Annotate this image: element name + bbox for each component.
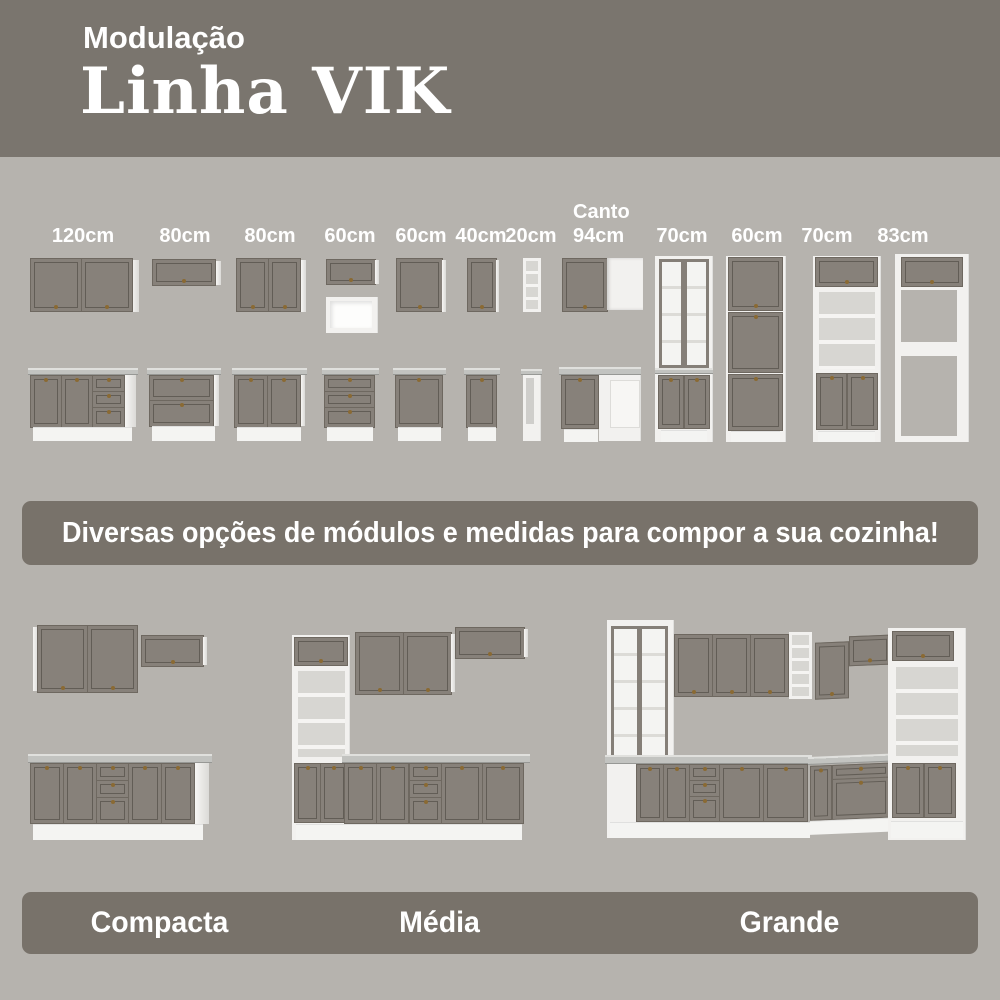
countertop	[464, 368, 500, 375]
wall-door	[268, 258, 301, 312]
open-niche	[326, 297, 378, 333]
banner	[22, 501, 978, 565]
glass-door	[659, 259, 684, 368]
plinth	[661, 430, 707, 442]
glass-door	[639, 626, 668, 758]
wall-door	[30, 258, 82, 312]
drawer	[324, 391, 375, 408]
module-label-20: 20cm	[505, 225, 557, 247]
base-door	[924, 763, 956, 818]
plinth	[33, 427, 132, 441]
base-door	[344, 763, 377, 824]
cabinet-side	[195, 763, 209, 824]
module-label-canto-prefix: Canto	[573, 201, 630, 223]
cabinet-side	[524, 629, 528, 657]
base-door	[30, 763, 64, 824]
cabinet-side	[301, 260, 306, 312]
plinth	[327, 427, 373, 441]
cabinet-side	[301, 375, 305, 426]
glass-door	[684, 259, 709, 368]
base-door	[441, 763, 483, 824]
countertop	[559, 367, 641, 375]
wall-door	[87, 625, 138, 693]
plinth	[610, 822, 810, 838]
base-door	[892, 763, 924, 818]
corner-wall-panel	[607, 258, 643, 310]
wall-door	[815, 641, 849, 699]
base-door	[376, 763, 409, 824]
plinth	[33, 824, 203, 840]
plinth	[891, 821, 963, 838]
base-door	[234, 375, 268, 428]
flip-door	[152, 259, 216, 286]
countertop	[322, 368, 379, 375]
base-door	[763, 764, 808, 822]
niche-interior	[330, 301, 372, 328]
plinth	[810, 817, 892, 834]
base-door	[684, 375, 710, 429]
drawer	[324, 407, 375, 428]
module-label-60b: 60cm	[395, 225, 447, 247]
drawer	[689, 780, 720, 797]
flip-door	[892, 631, 954, 661]
module-label-120: 120cm	[51, 225, 115, 247]
plinth	[818, 431, 875, 442]
base-interior	[526, 378, 534, 424]
countertop	[393, 368, 446, 375]
drawer	[96, 763, 129, 781]
countertop	[28, 754, 212, 763]
base-door	[847, 373, 878, 430]
plinth	[468, 427, 496, 441]
wall-door	[81, 258, 133, 312]
countertop	[605, 755, 812, 764]
countertop	[342, 754, 530, 763]
tower-opening	[901, 290, 957, 436]
base-door	[267, 375, 301, 428]
open-base	[523, 375, 541, 441]
page-title: Linha VIK	[80, 54, 451, 129]
base-door	[466, 375, 497, 428]
wall-door	[750, 634, 789, 697]
bottom-bar	[22, 892, 978, 954]
cabinet-side	[214, 375, 219, 426]
base-door	[30, 375, 62, 428]
flip-door	[326, 259, 376, 285]
countertop	[232, 368, 307, 375]
drawer	[96, 797, 129, 824]
open-shelves	[816, 289, 878, 372]
drawer	[92, 391, 125, 408]
module-label-70b: 70cm	[801, 225, 853, 247]
cabinet-side	[375, 260, 379, 284]
base-door	[719, 764, 764, 822]
drawer	[689, 796, 720, 822]
module-label-80b: 80cm	[244, 225, 296, 247]
flip-door	[815, 257, 878, 287]
glass-door	[611, 626, 640, 758]
base-door	[658, 375, 684, 429]
base-door	[294, 763, 321, 823]
plinth	[237, 427, 301, 441]
drawer	[92, 375, 125, 392]
kitchen-name-grande: Grande	[740, 906, 840, 939]
base-door	[816, 373, 847, 430]
countertop	[28, 368, 138, 375]
pantry-door-top	[728, 257, 783, 311]
base-door	[663, 764, 690, 822]
flip-door	[294, 637, 348, 666]
wall-door	[467, 258, 497, 312]
flip-door	[455, 627, 525, 659]
cabinet-side	[216, 261, 221, 285]
drawer	[409, 780, 442, 798]
flip-door	[141, 635, 204, 667]
base-door	[810, 765, 832, 821]
base-door	[61, 375, 93, 428]
wall-door	[37, 625, 88, 693]
plinth	[398, 427, 441, 441]
drawer	[689, 764, 720, 781]
wall-door	[396, 258, 443, 312]
tower-shelf	[901, 342, 957, 356]
drawer	[92, 407, 125, 428]
wall-door	[403, 632, 452, 695]
module-label-60a: 60cm	[324, 225, 376, 247]
open-shelves	[893, 664, 961, 759]
banner-text: Diversas opções de módulos e medidas para compor a sua cozinha!	[61, 516, 939, 549]
cabinet-side	[203, 637, 207, 665]
open-shelf-unit	[523, 258, 541, 312]
module-label-canto-size: 94cm	[573, 225, 625, 247]
plinth	[296, 824, 522, 840]
blind-door	[610, 380, 640, 428]
cabinet-side	[496, 260, 499, 312]
cabinet-side	[442, 260, 446, 312]
base-door	[395, 375, 443, 428]
corner-wall-door	[562, 258, 608, 312]
plinth	[152, 426, 215, 441]
header-band	[0, 0, 1000, 157]
wall-door	[674, 634, 713, 697]
drawer	[409, 763, 442, 781]
wall-door	[355, 632, 404, 695]
countertop	[147, 368, 221, 375]
plinth	[731, 431, 780, 442]
module-label-83: 83cm	[877, 225, 929, 247]
corner-base-door	[561, 375, 599, 429]
base-door	[636, 764, 664, 822]
corner-base-panel	[599, 375, 641, 441]
base-door	[128, 763, 162, 824]
base-door	[482, 763, 524, 824]
drawer	[149, 375, 214, 401]
module-label-70a: 70cm	[656, 225, 708, 247]
drawer	[409, 797, 442, 824]
drawer	[96, 780, 129, 798]
module-label-60c: 60cm	[731, 225, 783, 247]
kitchen-name-media: Média	[399, 906, 481, 939]
pantry-door-bottom	[728, 374, 783, 431]
drawer	[149, 400, 214, 427]
module-label-40: 40cm	[455, 225, 507, 247]
flip-door	[849, 635, 891, 667]
kitchen-name-compacta: Compacta	[91, 906, 229, 939]
wall-door	[712, 634, 751, 697]
flip-door	[901, 257, 963, 287]
drawer	[324, 375, 375, 392]
header-subtitle: Modulação	[83, 20, 245, 55]
module-label-80a: 80cm	[159, 225, 211, 247]
wall-door	[236, 258, 269, 312]
base-door	[63, 763, 97, 824]
open-shelves	[295, 668, 348, 760]
pantry-door-mid	[728, 312, 783, 373]
countertop	[655, 368, 713, 374]
plinth	[564, 429, 598, 442]
base-door	[161, 763, 195, 824]
drawer	[832, 777, 890, 820]
cabinet-side	[125, 375, 136, 427]
